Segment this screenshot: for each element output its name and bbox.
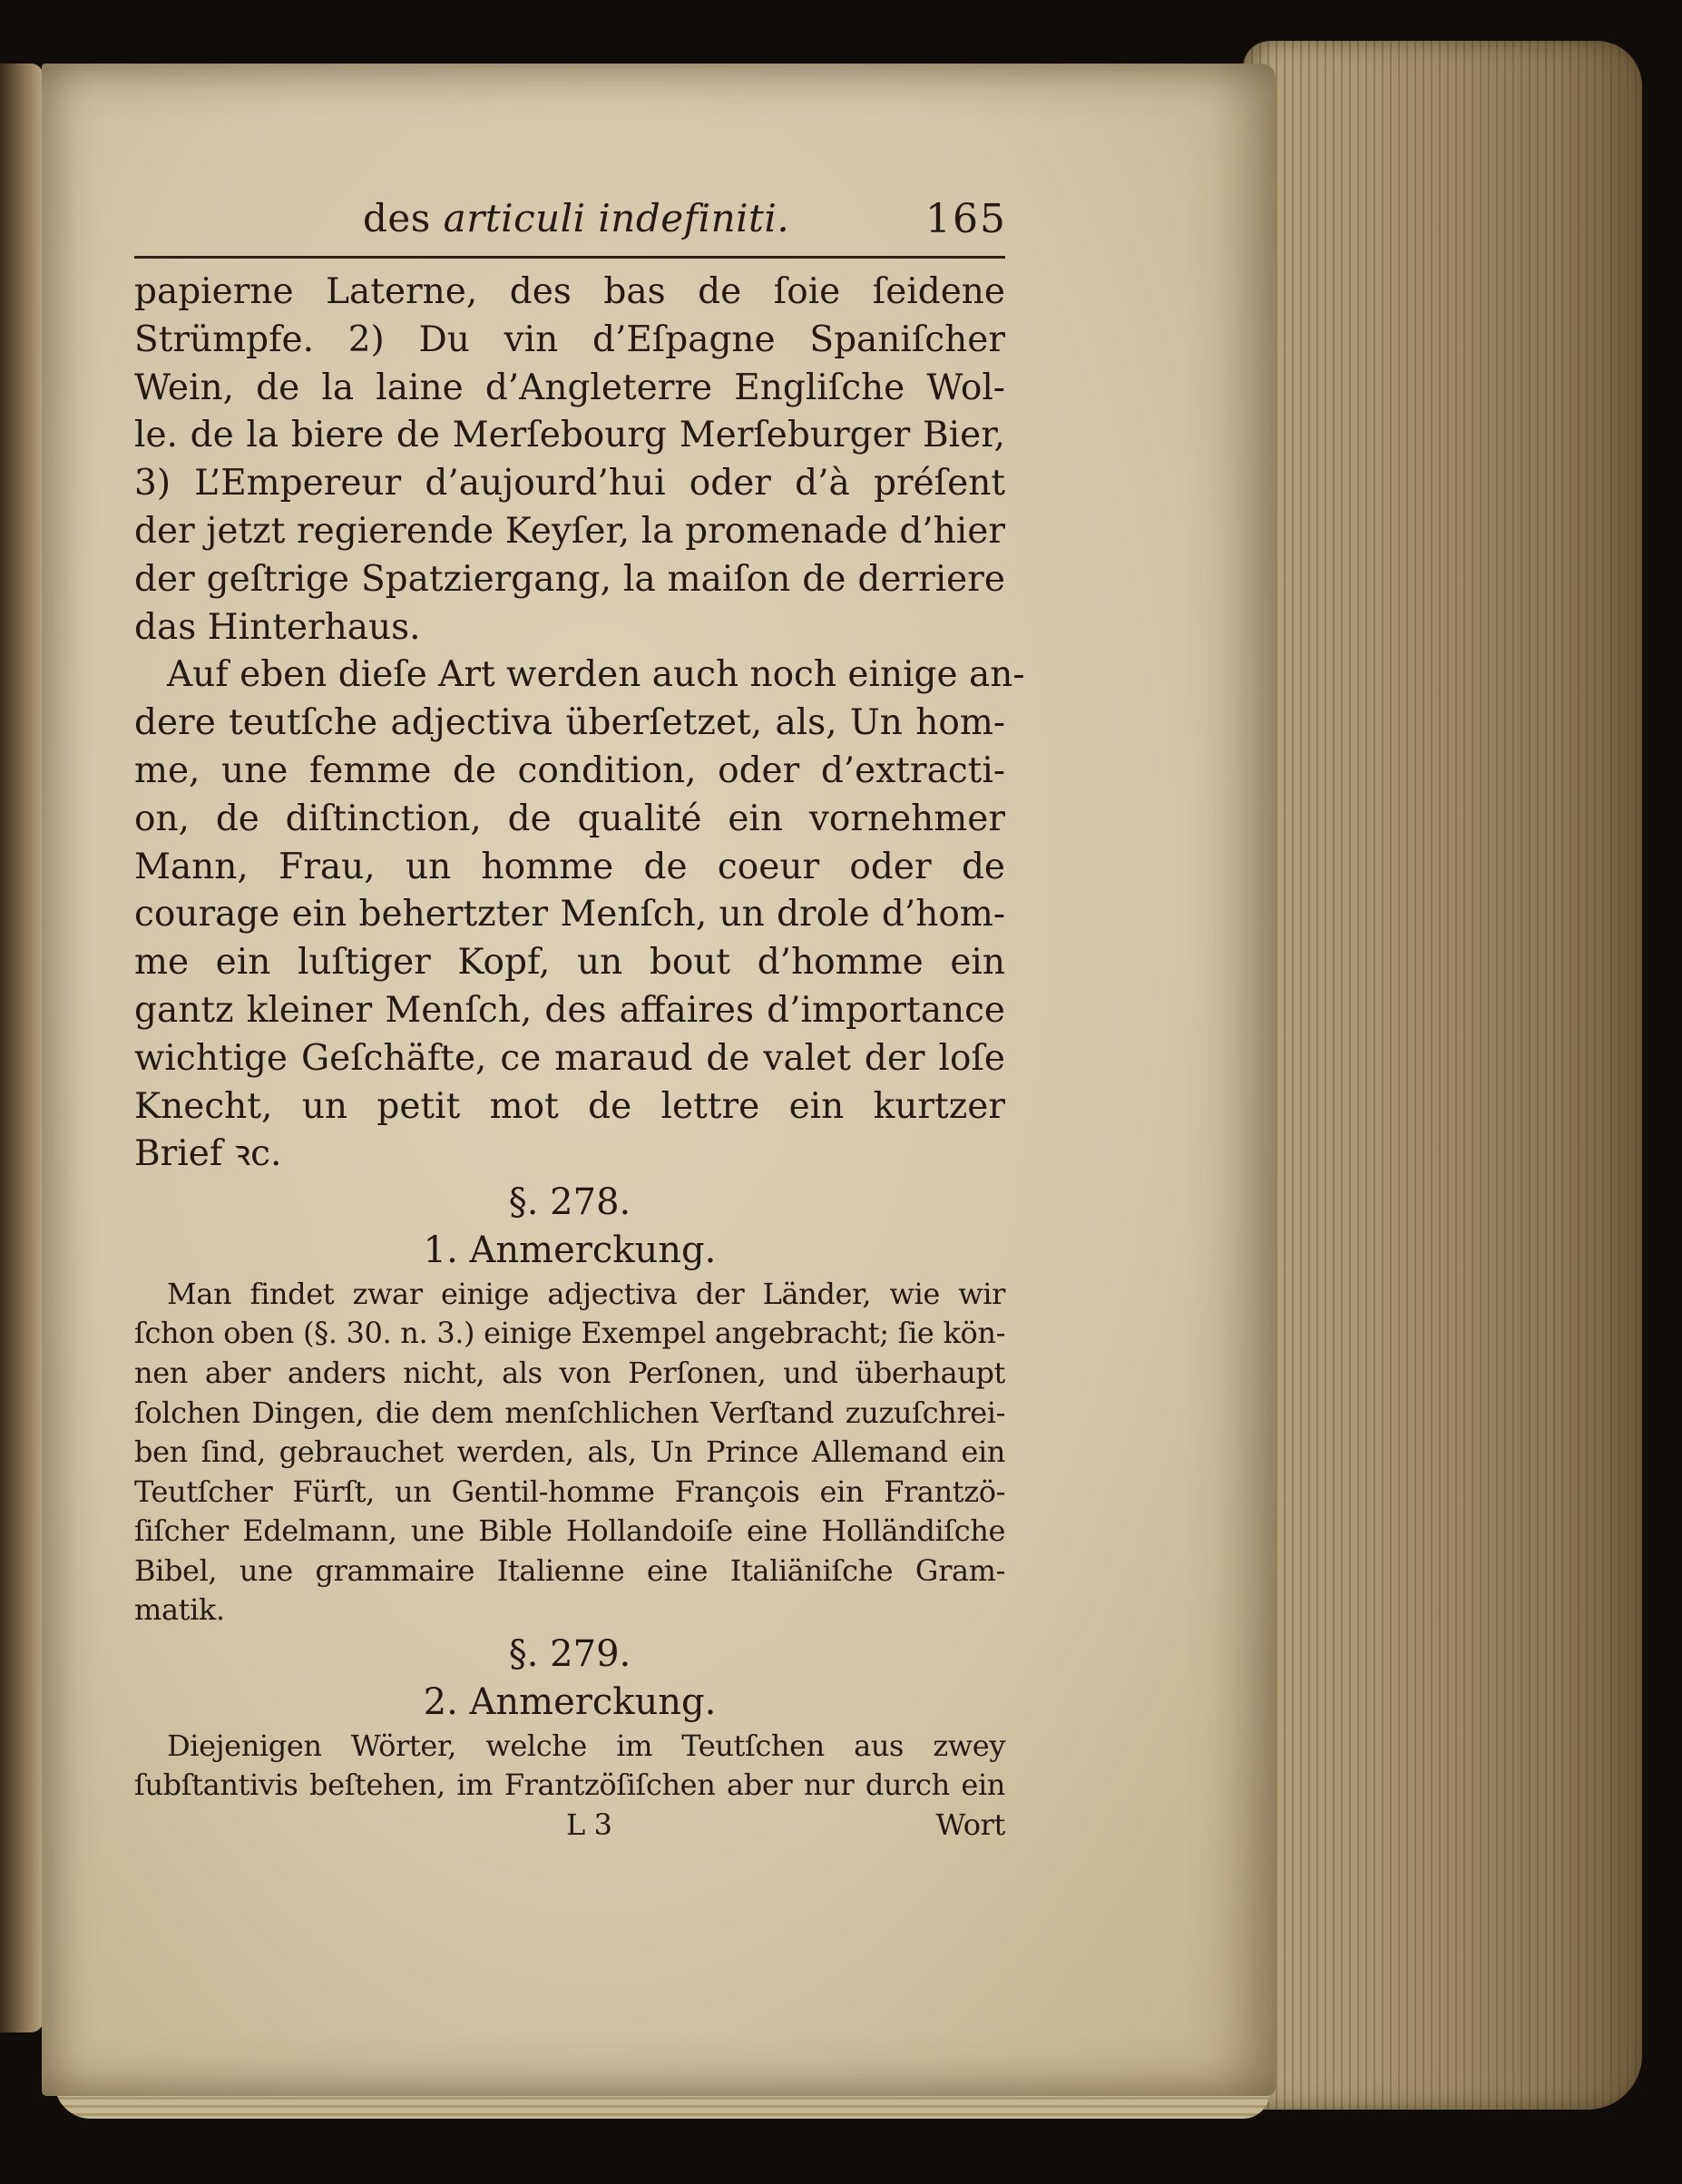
text-line: Mann, Frau, un homme de coeur oder de: [134, 846, 1005, 887]
note-line: ſchon oben (§. 30. n. 3.) einige Exempel angebracht; ſie kön-: [134, 1316, 1005, 1351]
catchword: Wort: [935, 1807, 1005, 1842]
text-line: wichtige Geſchäfte, ce maraud de valet der loſe: [134, 1037, 1005, 1079]
text-line: me, une femme de condition, oder d’extracti-: [134, 749, 1005, 791]
text-line: dere teutſche adjectiva überſetzet, als, Un hom-: [134, 702, 1005, 744]
note-line: ſiſcher Edelmann, une Bible Hollandoiſe eine Holländiſche: [134, 1513, 1005, 1549]
text-line: Knecht, un petit mot de lettre ein kurtzer: [134, 1085, 1005, 1127]
note-line: Bibel, une grammaire Italienne eine Italiäniſche Gram-: [134, 1552, 1005, 1588]
note-line: Teutſcher Fürſt, un Gentil-homme François ein Frantzö-: [134, 1474, 1005, 1509]
section-heading: 2. Anmerckung.: [423, 1680, 717, 1723]
page-header: [134, 181, 1005, 254]
text-line: gantz kleiner Menſch, des affaires d’importance: [134, 989, 1005, 1031]
page-number: 165: [925, 196, 1007, 242]
section-number: §. 278.: [508, 1181, 631, 1224]
note-line: ſubſtantivis beſtehen, im Frantzöſiſchen aber nur durch ein: [134, 1768, 1005, 1803]
running-head-title: articuli indefiniti.: [443, 196, 790, 240]
text-line: 3) L’Empereur d’aujourd’hui oder d’à préſent: [134, 463, 1005, 504]
text-line: Auf eben dieſe Art werden auch noch einige an-: [167, 654, 1025, 696]
text-line: me ein luſtiger Kopf, un bout d’homme ein: [134, 942, 1005, 984]
text-line: Brief ꝛc.: [134, 1133, 282, 1175]
section-heading: 1. Anmerckung.: [423, 1229, 717, 1271]
text-line: Strümpfe. 2) Du vin d’Eſpagne Spaniſcher: [134, 318, 1005, 360]
note-line: matik.: [134, 1592, 225, 1628]
page-text: [134, 181, 1025, 1842]
text-line: on, de diſtinction, de qualité ein vornehmer: [134, 798, 1005, 839]
page-fore-edge: [1243, 41, 1642, 2110]
text-line: papierne Laterne, des bas de ſoie ſeidene: [134, 271, 1005, 312]
text-line: der jetzt regierende Keyſer, la promenade d’hier: [134, 510, 1005, 552]
note-line: ben ſind, gebrauchet werden, als, Un Prince Allemand ein: [134, 1435, 1005, 1470]
note-line: ſolchen Dingen, die dem menſchlichen Verſtand zuzuſchrei-: [134, 1395, 1005, 1430]
text-line: der geſtrige Spatziergang, la maiſon de derriere: [134, 558, 1005, 600]
text-line: das Hinterhaus.: [134, 606, 421, 648]
text-line: le. de la biere de Merſebourg Merſeburger Bier,: [134, 415, 1005, 456]
running-head-prefix: des: [363, 196, 431, 240]
signature-mark: L 3: [566, 1807, 612, 1842]
left-page-edge: [0, 64, 44, 2032]
page-body: [134, 269, 1025, 1845]
header-rule: [134, 256, 1005, 259]
note-line: Man findet zwar einige adjectiva der Länder, wie wir: [167, 1276, 1005, 1311]
section-number: §. 279.: [508, 1633, 631, 1676]
text-line: courage ein behertzter Menſch, un drole d’hom-: [134, 894, 1005, 935]
text-line: Wein, de la laine d’Angleterre Engliſche Wol-: [134, 367, 1005, 408]
running-head: [363, 196, 789, 240]
note-line: nen aber anders nicht, als von Perſonen, und überhaupt: [134, 1355, 1005, 1390]
note-line: Diejenigen Wörter, welche im Teutſchen aus zwey: [167, 1728, 1005, 1763]
page-footer: [134, 1806, 1005, 1846]
